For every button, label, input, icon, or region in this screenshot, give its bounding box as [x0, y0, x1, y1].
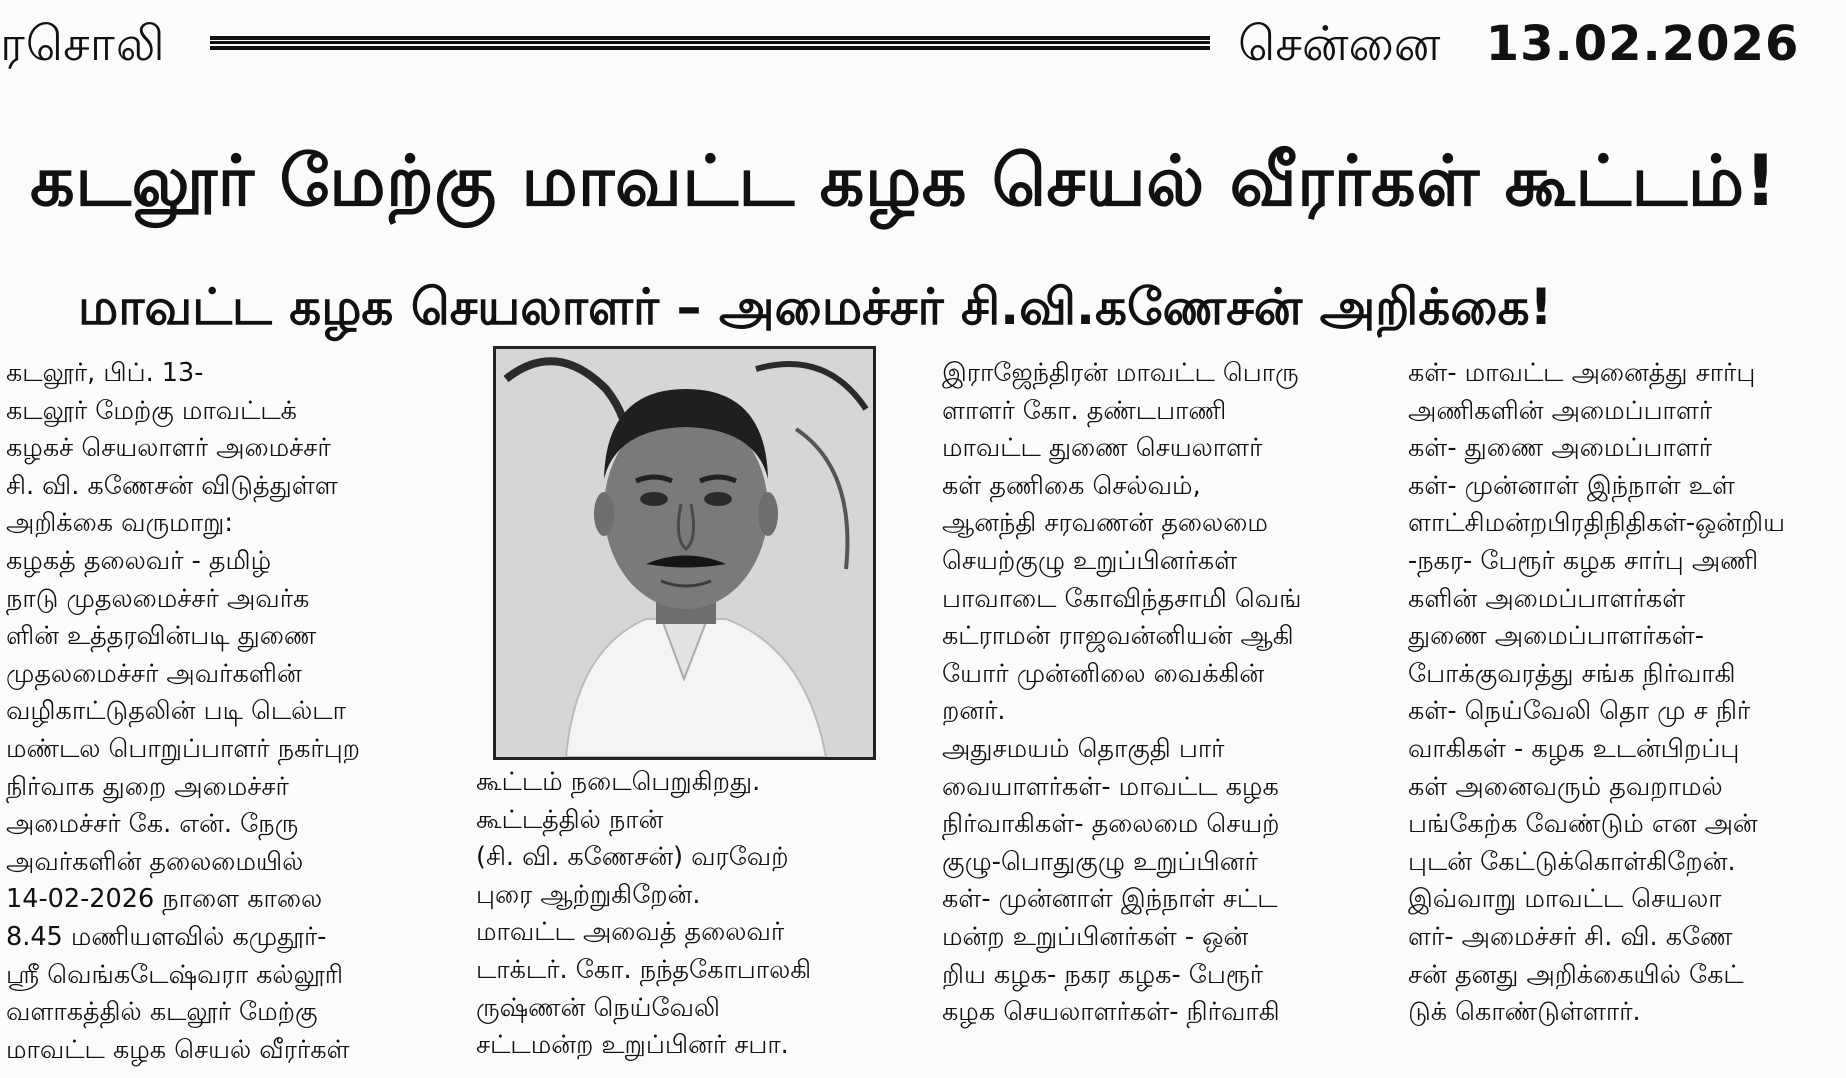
portrait-photo-image	[496, 349, 873, 757]
article-line: புரை ஆற்றுகிறேன்.	[476, 879, 701, 910]
article-line: 14-02-2026 நாளை காலை	[6, 884, 323, 915]
newspaper-name: ரசொலி	[0, 16, 166, 72]
article-line: (சி. வி. கணேசன்) வரவேற்	[476, 842, 789, 873]
article-line: மாவட்ட கழக செயல் வீரர்கள்	[6, 1034, 350, 1065]
article-line: வளாகத்தில் கடலூர் மேற்கு	[6, 997, 318, 1028]
article-line: கட்ராமன் ராஜவன்னியன் ஆகி	[942, 621, 1294, 652]
article-line: நாடு முதலமைச்சர் அவர்க	[6, 583, 310, 614]
article-line: ருஷ்ணன் நெய்வேலி	[476, 992, 721, 1023]
portrait-photo	[493, 346, 876, 760]
masthead	[0, 0, 1846, 95]
article-line: சி. வி. கணேசன் விடுத்துள்ள	[6, 470, 338, 501]
article-line: இராஜேந்திரன் மாவட்ட பொரு	[942, 358, 1299, 388]
article-line: மண்டல பொறுப்பாளர் நகர்புற	[6, 733, 361, 764]
masthead-rule	[210, 36, 1210, 50]
subheadline: மாவட்ட கழக செயலாளர் – அமைச்சர் சி.வி.கணேசன் அறிக்கை!	[78, 278, 1553, 336]
article-line: முதலமைச்சர் அவர்களின்	[6, 658, 302, 689]
article-line: ளாளர் கோ. தண்டபாணி	[942, 395, 1227, 426]
article-line: அணிகளின் அமைப்பாளர்	[1408, 395, 1713, 426]
article-line: களின் அமைப்பாளர்கள்	[1408, 583, 1686, 614]
article-line: இவ்வாறு மாவட்ட செயலா	[1408, 884, 1722, 915]
article-line: போக்குவரத்து சங்க நிர்வாகி	[1408, 658, 1736, 689]
article-column-2	[476, 764, 896, 1065]
article-line: சட்டமன்ற உறுப்பினர் சபா.	[476, 1030, 789, 1061]
article-line: மன்ற உறுப்பினர்கள் - ஒன்	[942, 921, 1249, 952]
article-line: கடலூர் மேற்கு மாவட்டக்	[6, 395, 297, 426]
article-line: நிர்வாகிகள்- தலைமை செயற்	[942, 809, 1280, 840]
article-line: நிர்வாக துறை அமைச்சர்	[6, 771, 289, 802]
headline: கடலூர் மேற்கு மாவட்ட கழக செயல் வீரர்கள் கூட்டம்!	[30, 140, 1778, 222]
article-line: குழு-பொதுகுழு உறுப்பினர்	[942, 846, 1258, 877]
article-line: மாவட்ட அவைத் தலைவர்	[476, 917, 785, 948]
article-line: துணை அமைப்பாளர்கள்-	[1408, 621, 1704, 652]
article-line: வையாளர்கள்- மாவட்ட கழக	[942, 771, 1279, 802]
article-line: கடலூர், பிப். 13-	[6, 358, 204, 388]
article-line: அவர்களின் தலைமையில்	[6, 846, 304, 877]
article-line: ளாட்சிமன்றபிரதிநிதிகள்-ஒன்றிய	[1408, 508, 1785, 539]
article-line: கழகத் தலைவர் - தமிழ்	[6, 545, 272, 576]
article-line: கூட்டம் நடைபெறுகிறது.	[476, 767, 761, 797]
dateline	[1238, 16, 1799, 78]
article-line: கள்- முன்னாள் இந்நாள் சட்ட	[942, 884, 1278, 915]
city-name: சென்னை	[1238, 16, 1441, 72]
article-line: றிய கழக- நகர கழக- பேரூர்	[942, 959, 1264, 990]
article-line: அமைச்சர் கே. என். நேரு	[6, 809, 299, 840]
article-line: மாவட்ட துணை செயலாளர்	[942, 433, 1263, 464]
article-line: வழிகாட்டுதலின் படி டெல்டா	[6, 696, 346, 727]
article-line: கூட்டத்தில் நான்	[476, 804, 664, 835]
article-line: ஸ்ரீ வெங்கடேஷ்வரா கல்லூரி	[6, 959, 344, 990]
article-line: புடன் கேட்டுக்கொள்கிறேன்.	[1408, 846, 1736, 877]
article-line: கள்- நெய்வேலி தொ மு ச நிர்	[1408, 696, 1751, 727]
article-line: ஆனந்தி சரவணன் தலைமை	[942, 508, 1268, 539]
article-line: ளர்- அமைச்சர் சி. வி. கணே	[1408, 921, 1733, 952]
article-line: -நகர- பேரூர் கழக சார்பு அணி	[1408, 545, 1759, 576]
article-line: செயற்குழு உறுப்பினர்கள்	[942, 545, 1238, 576]
article-line: அறிக்கை வருமாறு:	[6, 508, 233, 539]
article-line: பாவாடை கோவிந்தசாமி வெங்	[942, 583, 1302, 614]
article-line: பங்கேற்க வேண்டும் என அன்	[1408, 809, 1758, 840]
article-line: கள்- மாவட்ட அனைத்து சார்பு	[1408, 358, 1756, 388]
article-line: 8.45 மணியளவில் கமுதூர்-	[6, 921, 327, 952]
article-line: கள் தணிகை செல்வம்,	[942, 470, 1201, 501]
article-line: கழக செயலாளர்கள்- நிர்வாகி	[942, 997, 1280, 1028]
article-column-3	[942, 355, 1367, 1032]
article-line: சன் தனது அறிக்கையில் கேட்	[1408, 959, 1744, 990]
article-line: கள்- துணை அமைப்பாளர்	[1408, 433, 1713, 464]
article-line: கள் அனைவரும் தவறாமல்	[1408, 771, 1723, 802]
article-line: வாகிகள் - கழக உடன்பிறப்பு	[1408, 733, 1740, 764]
article-line: ளின் உத்தரவின்படி துணை	[6, 621, 317, 652]
article-line: றனர்.	[942, 696, 1006, 727]
article-line: யோர் முன்னிலை வைக்கின்	[942, 658, 1265, 689]
article-line: கள்- முன்னாள் இந்நாள் உள்	[1408, 470, 1735, 501]
publication-date: 13.02.2026	[1485, 16, 1800, 72]
article-line: டாக்டர். கோ. நந்தகோபாலகி	[476, 954, 812, 985]
article-column-1	[6, 355, 433, 1069]
article-line: அதுசமயம் தொகுதி பார்	[942, 733, 1225, 764]
article-column-4	[1408, 355, 1840, 1032]
article-line: டுக் கொண்டுள்ளார்.	[1408, 997, 1641, 1028]
article-line: கழகச் செயலாளர் அமைச்சர்	[6, 433, 331, 464]
